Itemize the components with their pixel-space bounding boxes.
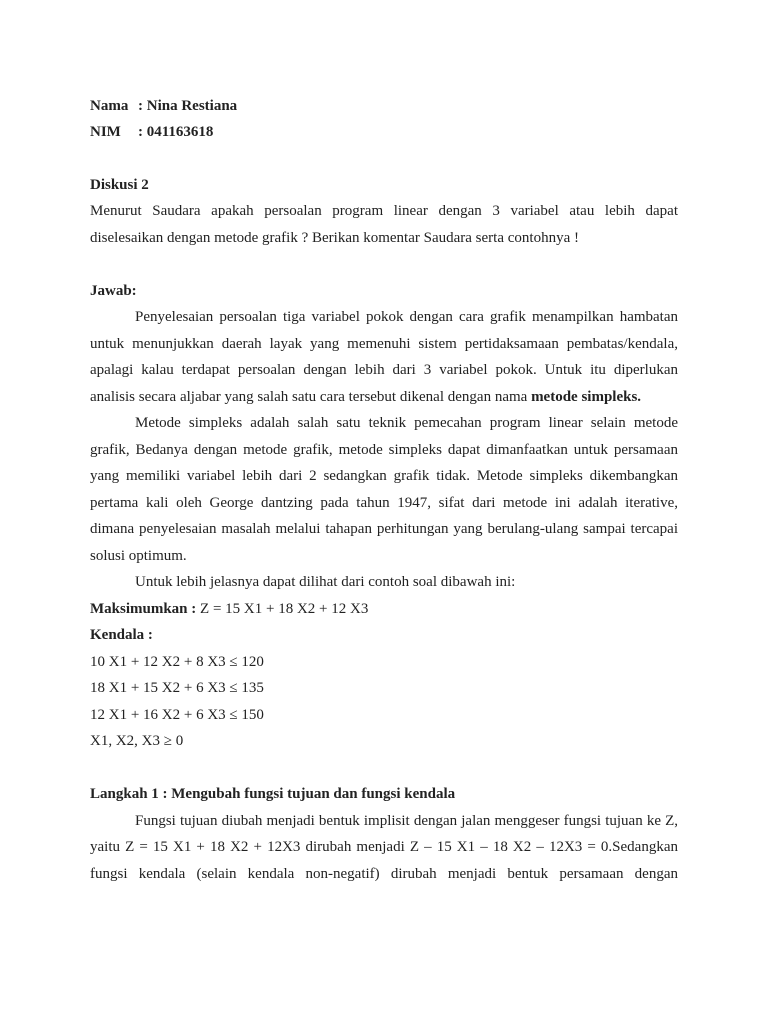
name-row [90, 93, 678, 119]
nim-value: : 041163618 [138, 124, 214, 140]
constraint-line: 18 X1 + 15 X2 + 6 X3 ≤ 135 [90, 680, 264, 696]
objective-line [90, 596, 678, 623]
name-value: : Nina Restiana [138, 98, 238, 114]
constraint-label: Kendala : [90, 627, 153, 643]
paragraph-line: pertama kali oleh George dantzing pada tahun 1947, sifat dari metode ini adalah iterative, [90, 494, 678, 511]
paragraph-line: Metode simpleks adalah salah satu teknik pemecahan program linear selain metode [135, 415, 678, 431]
step1-title: Langkah 1 : Mengubah fungsi tujuan dan fungsi kendala [90, 786, 456, 802]
constraint-line: X1, X2, X3 ≥ 0 [90, 733, 184, 749]
paragraph-line: grafik, Bedanya dengan metode grafik, metode simpleks dapat dimanfaatkan untuk persamaan [90, 441, 678, 458]
paragraph-line: yang memiliki variabel lebih dari 2 sedangkan grafik tidak. Metode simpleks dikembangkan [90, 468, 678, 484]
spacer [90, 251, 678, 278]
paragraph-line: dimana penyelesaian masalah melalui tahapan perhitungan yang berulang-ulang sampai tercapai [90, 521, 678, 537]
paragraph-text: analisis secara aljabar yang salah satu cara tersebut dikenal dengan nama [90, 388, 532, 405]
question-line: diselesaikan dengan metode grafik ? Berikan komentar Saudara serta contohnya ! [90, 229, 579, 246]
constraint-line: 12 X1 + 16 X2 + 6 X3 ≤ 150 [90, 706, 264, 723]
paragraph-line [90, 384, 678, 411]
paragraph-line: untuk menunjukkan daerah layak yang memenuhi sistem pertidaksamaan pembatas/kendala, [90, 335, 678, 352]
question-line: Menurut Saudara apakah persoalan program linear dengan 3 variabel atau lebih dapat [90, 203, 678, 219]
answer-title: Jawab: [90, 282, 137, 299]
constraint-line: 10 X1 + 12 X2 + 8 X3 ≤ 120 [90, 653, 264, 670]
objective-label: Maksimumkan : [90, 600, 197, 617]
paragraph-line: apalagi kalau terdapat persoalan dengan lebih dari 3 variabel pokok. Untuk itu diperlukan [90, 362, 678, 378]
name-label: Nama [90, 98, 129, 114]
nim-row [90, 119, 678, 145]
spacer [90, 145, 678, 172]
paragraph-line: solusi optimum. [90, 547, 187, 564]
paragraph-line: Fungsi tujuan diubah menjadi bentuk implisit dengan jalan menggeser fungsi tujuan ke Z, [135, 812, 678, 829]
paragraph-line: yaitu Z = 15 X1 + 18 X2 + 12X3 dirubah menjadi Z – 15 X1 – 18 X2 – 12X3 = 0.Sedangkan [90, 839, 678, 855]
paragraph-line: fungsi kendala (selain kendala non-negatif) dirubah menjadi bentuk persamaan dengan [90, 865, 678, 882]
paragraph-line: Untuk lebih jelasnya dapat dilihat dari contoh soal dibawah ini: [135, 574, 516, 590]
nim-label: NIM [90, 124, 121, 140]
document-body [90, 93, 678, 887]
paragraph-line: Penyelesaian persoalan tiga variabel pokok dengan cara grafik menampilkan hambatan [135, 309, 678, 325]
emphasis-text: metode simpleks. [531, 388, 642, 405]
objective-expression: Z = 15 X1 + 18 X2 + 12 X3 [196, 600, 369, 617]
discussion-title: Diskusi 2 [90, 176, 149, 193]
spacer [90, 755, 678, 782]
